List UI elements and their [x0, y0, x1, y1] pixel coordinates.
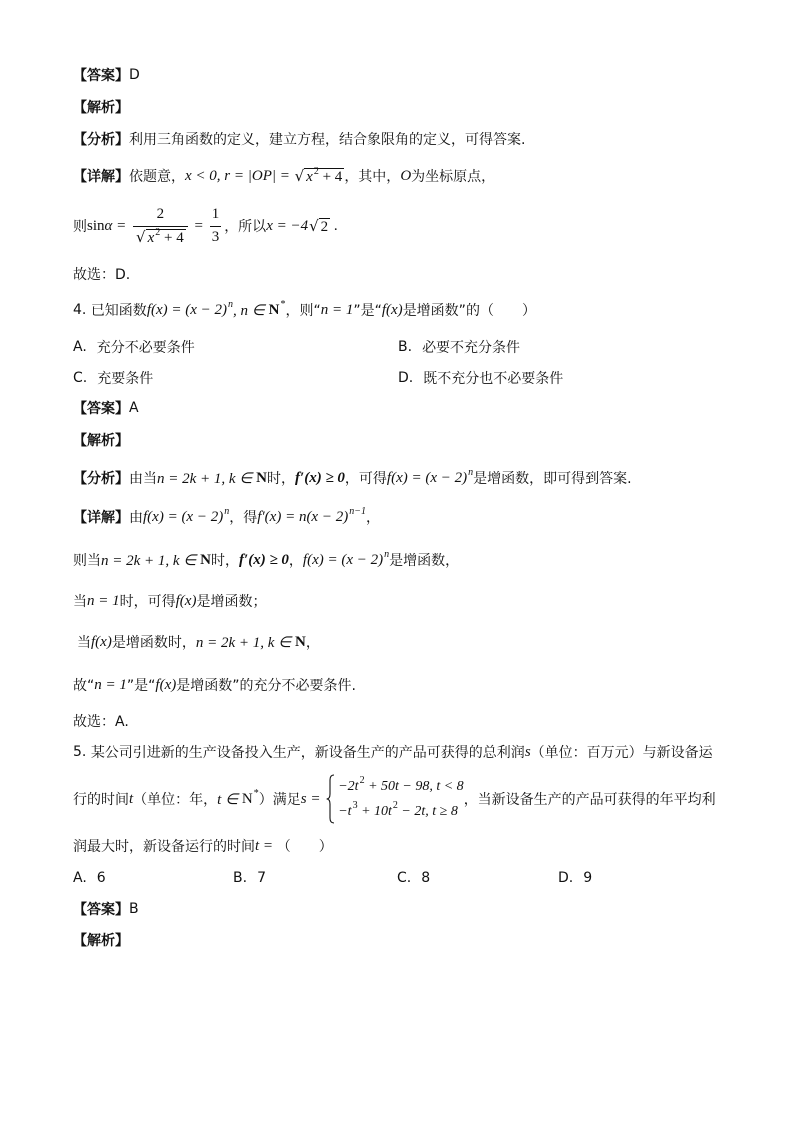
q4-detail-line — [73, 507, 380, 527]
math-variable: t — [129, 790, 134, 807]
square-root — [309, 217, 330, 236]
math-expression: α = — [104, 217, 131, 234]
math-expression: f(x) — [175, 592, 197, 609]
denominator-value: 3 — [211, 229, 220, 245]
solution-heading: 【解析】 — [73, 433, 129, 449]
text-fragment: 是增函数， — [389, 553, 460, 569]
square-root — [295, 167, 345, 186]
text-fragment: ，其中， — [344, 169, 401, 185]
text-fragment: 时， — [210, 553, 239, 569]
answer-value: D — [129, 67, 140, 83]
q3-sine-line — [73, 201, 338, 251]
equals-sign: = — [190, 217, 207, 234]
math-expression: f(x) = (x − 2) — [146, 301, 228, 318]
q3-choice-line — [73, 264, 130, 284]
answer-label: 【答案】 — [73, 902, 129, 918]
natural-numbers-symbol: N — [241, 790, 253, 807]
square-root — [136, 228, 186, 247]
radicand — [304, 165, 344, 186]
option-d — [558, 868, 592, 888]
math-expression: n = 2k + 1, k ∈ — [157, 470, 257, 487]
text-fragment: ，当新设备生产的产品可获得的年平均利 — [463, 792, 716, 808]
radicand — [319, 218, 331, 236]
analysis-label: 【分析】 — [73, 471, 129, 487]
math-expression: f′(x) = n(x − 2) — [257, 508, 349, 525]
superscript: n−1 — [349, 505, 366, 517]
option-text: 7 — [257, 870, 266, 886]
math-expression: , n ∈ — [233, 302, 269, 319]
option-c — [397, 868, 430, 888]
math-variable: x — [306, 168, 313, 185]
option-label: B. — [398, 339, 413, 355]
text-fragment: （ ） — [276, 839, 333, 855]
math-expression: + 4 — [160, 230, 184, 246]
natural-numbers-symbol: N — [294, 633, 306, 650]
q5-stem-line-2 — [73, 772, 716, 826]
q3-analysis-line — [73, 129, 525, 149]
case-row — [338, 799, 463, 824]
question-number: 5. — [73, 744, 91, 760]
superscript: * — [253, 787, 259, 799]
text-fragment: ”是“ — [353, 303, 382, 319]
superscript: 2 — [313, 165, 319, 177]
q3-detail-line — [73, 166, 495, 186]
q4-solution-heading — [73, 430, 129, 450]
text-fragment: 已知函数 — [90, 303, 147, 319]
superscript: 2 — [392, 800, 398, 811]
text-fragment: ）满足 — [258, 792, 301, 808]
option-text: 6 — [96, 870, 106, 886]
math-expression: x < 0, r = |OP| = — [185, 167, 294, 184]
math-variable: s — [524, 743, 531, 760]
option-text: 必要不充分条件 — [422, 340, 521, 356]
choice-text: 故选：A. — [73, 714, 129, 730]
math-expression: f(x) — [155, 676, 177, 693]
derivative-condition: f′(x) ≥ 0 — [294, 469, 345, 486]
text-fragment: 是增函数； — [196, 594, 267, 610]
math-expression: + 10t — [357, 803, 392, 819]
derivative-condition: f′(x) ≥ 0 — [238, 551, 289, 568]
option-text: 充分不必要条件 — [96, 340, 195, 356]
q4-step-line-2 — [73, 550, 459, 570]
option-a — [73, 337, 195, 357]
option-text: 既不充分也不必要条件 — [423, 371, 564, 387]
math-expression: f(x) — [91, 633, 112, 650]
superscript: 2 — [359, 775, 365, 786]
q4-analysis-line — [73, 468, 632, 488]
radical-sign: √ — [294, 166, 305, 185]
fraction — [133, 204, 188, 249]
text-fragment: 则 — [73, 219, 87, 235]
text-fragment: 由当 — [129, 471, 157, 487]
math-expression: n = 1 — [94, 676, 127, 693]
text-fragment: （单位：年， — [133, 792, 218, 808]
math-expression: f(x) = (x − 2) — [302, 551, 384, 568]
option-c — [73, 368, 153, 388]
math-variable: O — [400, 167, 412, 184]
text-fragment: ， — [365, 510, 380, 526]
text-fragment: 当 — [73, 594, 87, 610]
superscript: n — [228, 298, 234, 310]
q5-solution-heading — [73, 930, 129, 950]
option-b — [398, 337, 520, 357]
denominator — [210, 226, 222, 249]
math-expression: − 2t, t ≥ 8 — [397, 803, 458, 819]
q3-answer-line — [73, 65, 140, 85]
option-label: D. — [398, 370, 414, 386]
math-expression: x = −4 — [266, 217, 309, 234]
period: . — [330, 217, 338, 234]
piecewise-brace — [326, 774, 335, 824]
option-text: 8 — [421, 870, 431, 886]
solution-heading: 【解析】 — [73, 100, 129, 116]
q4-answer-line — [73, 398, 139, 418]
option-a — [73, 868, 106, 888]
math-expression: t = — [255, 837, 277, 854]
math-expression: n = 2k + 1, k ∈ — [101, 552, 201, 569]
superscript: n — [468, 466, 474, 478]
question-number: 4. — [73, 302, 91, 318]
q4-options-row-2 — [73, 368, 733, 388]
text-fragment: 是增函数”的（ ） — [402, 303, 536, 319]
analysis-text: 利用三角函数的定义，建立方程，结合象限角的定义，可得答案. — [129, 132, 526, 148]
option-label: C. — [397, 870, 412, 886]
q4-step-line-4 — [77, 632, 320, 652]
numerator — [210, 204, 222, 226]
option-label: D. — [558, 870, 574, 886]
text-fragment: 时，可得 — [119, 594, 176, 610]
piecewise-cases — [338, 774, 463, 824]
q4-choice-line — [73, 711, 129, 731]
math-expression: f(x) = (x − 2) — [386, 469, 468, 486]
option-label: A. — [73, 339, 87, 355]
math-expression: t ∈ — [217, 791, 242, 808]
radical-sign: √ — [136, 228, 146, 246]
answer-value: A — [129, 400, 139, 416]
math-expression: −t — [338, 803, 352, 819]
q4-step-line-5 — [73, 675, 356, 695]
text-fragment: ，则“ — [285, 303, 321, 319]
natural-numbers-symbol: N — [268, 301, 280, 318]
detail-label: 【详解】 — [73, 169, 129, 185]
text-fragment: ，所以 — [224, 219, 267, 235]
text-fragment: 为坐标原点， — [411, 169, 496, 185]
text-fragment: 则当 — [73, 553, 101, 569]
answer-value: B — [129, 901, 139, 917]
numerator-value: 1 — [211, 206, 220, 222]
natural-numbers-symbol: N — [256, 469, 267, 486]
option-b — [233, 868, 266, 888]
text-fragment: 润最大时，新设备运行的时间 — [73, 839, 255, 855]
superscript: 2 — [155, 227, 161, 238]
math-variable: x — [147, 230, 155, 246]
q3-solution-heading — [73, 97, 129, 117]
sine-function: sin — [87, 217, 105, 234]
analysis-label: 【分析】 — [73, 132, 129, 148]
superscript: * — [280, 298, 286, 310]
text-fragment: 是增函数，即可得到答案. — [473, 471, 632, 487]
natural-numbers-symbol: N — [200, 551, 211, 568]
numerator-value: 2 — [156, 206, 165, 222]
q4-step-line-3 — [73, 591, 266, 611]
fraction — [210, 204, 222, 249]
math-expression: n = 2k + 1, k ∈ — [195, 634, 295, 651]
answer-label: 【答案】 — [73, 68, 129, 84]
math-expression: f(x) — [381, 301, 403, 318]
option-label: C. — [73, 370, 88, 386]
radicand-value: 2 — [320, 218, 329, 235]
text-fragment: 是增函数”的充分不必要条件. — [176, 678, 356, 694]
radicand — [146, 229, 186, 247]
math-expression: n = 1 — [87, 592, 120, 609]
q4-options-row-1 — [73, 337, 733, 357]
denominator — [133, 226, 188, 249]
case-row — [338, 774, 463, 799]
text-fragment: 某公司引进新的生产设备投入生产，新设备生产的产品可获得的总利润 — [90, 745, 525, 761]
option-label: B. — [233, 870, 248, 886]
q5-options-row — [73, 868, 733, 888]
q5-answer-line — [73, 899, 139, 919]
math-expression: + 4 — [318, 168, 343, 185]
q5-stem-line-1 — [73, 742, 713, 762]
answer-label: 【答案】 — [73, 401, 129, 417]
detail-label: 【详解】 — [73, 510, 129, 526]
text-fragment: 行的时间 — [73, 792, 129, 808]
q5-stem-line-3 — [73, 836, 333, 856]
text-fragment: 故“ — [73, 678, 95, 694]
math-expression: f(x) = (x − 2) — [143, 508, 224, 525]
option-text: 9 — [583, 870, 593, 886]
superscript: n — [224, 505, 230, 517]
option-text: 充要条件 — [97, 371, 154, 387]
math-expression: + 50t − 98, t < 8 — [364, 778, 464, 794]
text-fragment: 当 — [77, 635, 91, 651]
text-fragment: ，得 — [229, 510, 258, 526]
solution-heading: 【解析】 — [73, 933, 129, 949]
math-expression: −2t — [338, 778, 359, 794]
text-fragment: ，可得 — [344, 471, 387, 487]
choice-text: 故选：D. — [73, 267, 131, 283]
option-label: A. — [73, 870, 87, 886]
text-fragment: 是增函数时， — [111, 635, 196, 651]
superscript: 3 — [352, 800, 358, 811]
q4-stem — [73, 300, 536, 320]
superscript: n — [384, 548, 390, 560]
piecewise-function — [326, 774, 463, 824]
math-expression: n = 1 — [320, 301, 354, 318]
math-expression: s = — [300, 790, 325, 807]
text-fragment: ， — [305, 635, 320, 651]
text-fragment: 依题意， — [129, 169, 185, 185]
text-fragment: （单位：百万元）与新设备运 — [530, 745, 713, 761]
radical-sign: √ — [309, 216, 319, 235]
text-fragment: ”是“ — [126, 678, 156, 694]
text-fragment: 时， — [266, 471, 295, 487]
text-fragment: ， — [288, 553, 303, 569]
text-fragment: 由 — [129, 510, 143, 526]
option-d — [398, 368, 563, 388]
numerator — [133, 204, 188, 226]
